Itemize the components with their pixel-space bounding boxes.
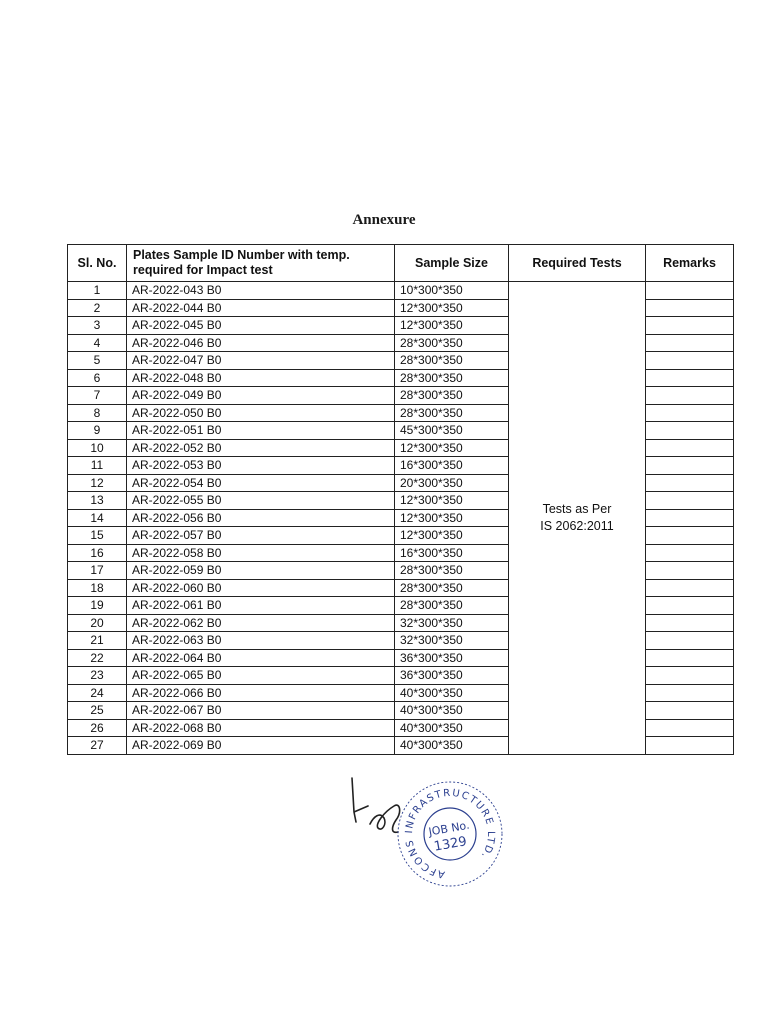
cell-sl-no: 1: [68, 282, 127, 300]
cell-remarks: [646, 562, 734, 580]
cell-sl-no: 24: [68, 684, 127, 702]
cell-remarks: [646, 457, 734, 475]
cell-sl-no: 13: [68, 492, 127, 510]
annexure-table: [67, 244, 734, 755]
required-tests-line1: Tests as Per: [542, 502, 612, 517]
cell-sample-id: AR-2022-063 B0: [127, 632, 395, 650]
cell-remarks: [646, 282, 734, 300]
cell-sl-no: 23: [68, 667, 127, 685]
cell-sample-id: AR-2022-048 B0: [127, 369, 395, 387]
cell-sample-id: AR-2022-060 B0: [127, 579, 395, 597]
stamp-svg: [340, 772, 510, 892]
cell-sample-size: 40*300*350: [395, 737, 509, 755]
document-title: Annexure: [352, 212, 416, 228]
cell-sample-size: 32*300*350: [395, 614, 509, 632]
cell-sl-no: 8: [68, 404, 127, 422]
cell-remarks: [646, 492, 734, 510]
cell-sl-no: 17: [68, 562, 127, 580]
cell-sample-id: AR-2022-059 B0: [127, 562, 395, 580]
cell-sample-size: 12*300*350: [395, 509, 509, 527]
cell-remarks: [646, 632, 734, 650]
cell-remarks: [646, 334, 734, 352]
signature-and-stamp: [340, 772, 510, 892]
cell-sample-size: 28*300*350: [395, 369, 509, 387]
cell-remarks: [646, 544, 734, 562]
cell-remarks: [646, 299, 734, 317]
cell-sl-no: 27: [68, 737, 127, 755]
cell-sample-size: 12*300*350: [395, 299, 509, 317]
cell-remarks: [646, 387, 734, 405]
cell-sample-size: 28*300*350: [395, 562, 509, 580]
header-sl-no: Sl. No.: [68, 245, 127, 282]
cell-sample-id: AR-2022-069 B0: [127, 737, 395, 755]
cell-sample-id: AR-2022-046 B0: [127, 334, 395, 352]
cell-remarks: [646, 649, 734, 667]
cell-required-tests: [509, 282, 646, 755]
cell-sl-no: 2: [68, 299, 127, 317]
cell-sample-size: 28*300*350: [395, 334, 509, 352]
cell-sample-size: 28*300*350: [395, 387, 509, 405]
cell-sample-size: 40*300*350: [395, 702, 509, 720]
cell-sample-size: 12*300*350: [395, 317, 509, 335]
header-required-tests: Required Tests: [509, 245, 646, 282]
cell-sl-no: 21: [68, 632, 127, 650]
cell-sl-no: 5: [68, 352, 127, 370]
cell-remarks: [646, 369, 734, 387]
cell-sl-no: 22: [68, 649, 127, 667]
cell-sl-no: 11: [68, 457, 127, 475]
cell-sl-no: 25: [68, 702, 127, 720]
cell-sl-no: 18: [68, 579, 127, 597]
cell-sample-id: AR-2022-055 B0: [127, 492, 395, 510]
stamp-job-number: 1329: [432, 834, 469, 855]
cell-sample-size: 40*300*350: [395, 684, 509, 702]
cell-remarks: [646, 422, 734, 440]
cell-sample-size: 32*300*350: [395, 632, 509, 650]
cell-sample-id: AR-2022-053 B0: [127, 457, 395, 475]
cell-sample-id: AR-2022-045 B0: [127, 317, 395, 335]
cell-sl-no: 4: [68, 334, 127, 352]
cell-sample-id: AR-2022-067 B0: [127, 702, 395, 720]
cell-sample-id: AR-2022-044 B0: [127, 299, 395, 317]
cell-sample-size: 20*300*350: [395, 474, 509, 492]
cell-sample-id: AR-2022-068 B0: [127, 719, 395, 737]
cell-remarks: [646, 614, 734, 632]
header-sample-id: Plates Sample ID Number with temp. required for Impact test: [127, 245, 395, 282]
cell-remarks: [646, 404, 734, 422]
cell-sample-id: AR-2022-052 B0: [127, 439, 395, 457]
table-header-row: [68, 245, 734, 282]
cell-remarks: [646, 439, 734, 457]
required-tests-line2: IS 2062:2011: [540, 518, 614, 533]
cell-sample-size: 28*300*350: [395, 579, 509, 597]
cell-remarks: [646, 684, 734, 702]
cell-remarks: [646, 597, 734, 615]
cell-sample-id: AR-2022-066 B0: [127, 684, 395, 702]
cell-sl-no: 19: [68, 597, 127, 615]
cell-sample-id: AR-2022-065 B0: [127, 667, 395, 685]
cell-sample-id: AR-2022-049 B0: [127, 387, 395, 405]
stamp-ring-text: AFCONS INFRASTRUCTURE LTD.: [403, 787, 497, 880]
cell-sl-no: 12: [68, 474, 127, 492]
cell-sample-size: 36*300*350: [395, 649, 509, 667]
cell-remarks: [646, 317, 734, 335]
cell-remarks: [646, 737, 734, 755]
cell-sample-size: 45*300*350: [395, 422, 509, 440]
cell-remarks: [646, 579, 734, 597]
cell-sample-id: AR-2022-047 B0: [127, 352, 395, 370]
cell-sample-id: AR-2022-057 B0: [127, 527, 395, 545]
cell-sl-no: 7: [68, 387, 127, 405]
cell-sample-size: 28*300*350: [395, 352, 509, 370]
cell-sample-id: AR-2022-054 B0: [127, 474, 395, 492]
cell-remarks: [646, 509, 734, 527]
cell-sl-no: 6: [68, 369, 127, 387]
header-sample-size: Sample Size: [395, 245, 509, 282]
cell-sl-no: 10: [68, 439, 127, 457]
cell-sample-size: 10*300*350: [395, 282, 509, 300]
cell-sample-id: AR-2022-050 B0: [127, 404, 395, 422]
cell-sample-size: 16*300*350: [395, 544, 509, 562]
cell-sl-no: 16: [68, 544, 127, 562]
cell-remarks: [646, 667, 734, 685]
cell-sample-size: 12*300*350: [395, 492, 509, 510]
table-row: [68, 282, 734, 300]
cell-remarks: [646, 474, 734, 492]
table-body: [68, 282, 734, 755]
cell-sample-size: 28*300*350: [395, 404, 509, 422]
cell-remarks: [646, 719, 734, 737]
cell-sl-no: 3: [68, 317, 127, 335]
stamp-job-label: JOB No.: [427, 818, 471, 839]
cell-sl-no: 9: [68, 422, 127, 440]
cell-sample-id: AR-2022-064 B0: [127, 649, 395, 667]
cell-sl-no: 20: [68, 614, 127, 632]
cell-sample-id: AR-2022-061 B0: [127, 597, 395, 615]
cell-sample-id: AR-2022-051 B0: [127, 422, 395, 440]
cell-remarks: [646, 702, 734, 720]
cell-sample-id: AR-2022-056 B0: [127, 509, 395, 527]
cell-sl-no: 26: [68, 719, 127, 737]
cell-sample-size: 16*300*350: [395, 457, 509, 475]
header-remarks: Remarks: [646, 245, 734, 282]
cell-sl-no: 15: [68, 527, 127, 545]
cell-sample-size: 36*300*350: [395, 667, 509, 685]
cell-remarks: [646, 352, 734, 370]
cell-sample-id: AR-2022-058 B0: [127, 544, 395, 562]
signature-icon: [352, 778, 400, 832]
cell-sample-size: 28*300*350: [395, 597, 509, 615]
cell-remarks: [646, 527, 734, 545]
cell-sl-no: 14: [68, 509, 127, 527]
cell-sample-size: 12*300*350: [395, 439, 509, 457]
cell-sample-id: AR-2022-062 B0: [127, 614, 395, 632]
cell-sample-size: 40*300*350: [395, 719, 509, 737]
cell-sample-id: AR-2022-043 B0: [127, 282, 395, 300]
cell-sample-size: 12*300*350: [395, 527, 509, 545]
